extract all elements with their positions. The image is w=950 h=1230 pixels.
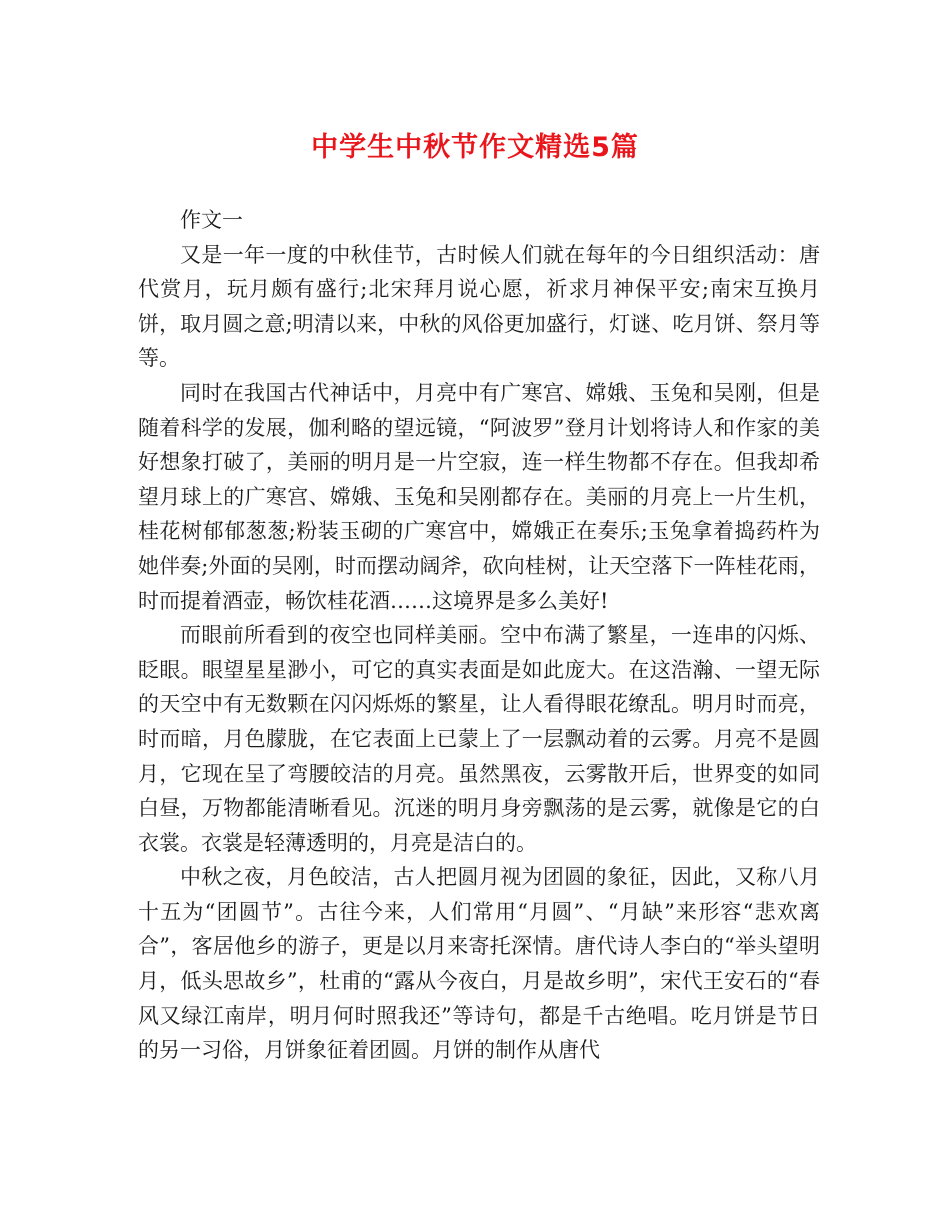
paragraph-3: 而眼前所看到的夜空也同样美丽。空中布满了繁星，一连串的闪烁、眨眼。眼望星星渺小，可它的真实表面是如此庞大。在这浩瀚、一望无际的天空中有无数颗在闪闪烁烁的繁星，让人看得眼花缭乱。明月时而亮，时而暗，月色朦胧，在它表面上已蒙上了一层飘动着的云雾。月亮不是圆月，它现在呈了弯腰皎洁的月亮。虽然黑夜，云雾散开后，世界变的如同白昼，万物都能清晰看见。沉迷的明月身旁飘荡的是云雾，就像是它的白衣裳。衣裳是轻薄透明的，月亮是洁白的。 xyxy=(138,623,820,855)
document-body xyxy=(138,203,820,1068)
section-heading: 作文一 xyxy=(180,208,243,232)
document-title: 中学生中秋节作文精选5篇 xyxy=(311,132,639,163)
paragraph-1: 又是一年一度的中秋佳节，古时候人们就在每年的今日组织活动：唐代赏月，玩月颇有盛行;北宋拜月说心愿，祈求月神保平安;南宋互换月饼，取月圆之意;明清以来，中秋的风俗更加盛行，灯谜、吃月饼、祭月等等。 xyxy=(138,242,820,371)
paragraph-4: 中秋之夜，月色皎洁，古人把圆月视为团圆的象征，因此，又称八月十五为“团圆节”。古往今来，人们常用“月圆”、“月缺”来形容“悲欢离合”，客居他乡的游子，更是以月来寄托深情。唐代诗人李白的“举头望明月，低头思故乡”，杜甫的“露从今夜白，月是故乡明”，宋代王安石的“春风又绿江南岸，明月何时照我还”等诗句，都是千古绝唱。吃月饼是节日的另一习俗，月饼象征着团圆。月饼的制作从唐代 xyxy=(138,865,820,1063)
paragraph-2: 同时在我国古代神话中，月亮中有广寒宫、嫦娥、玉兔和吴刚，但是随着科学的发展，伽利略的望远镜，“阿波罗”登月计划将诗人和作家的美好想象打破了，美丽的明月是一片空寂，连一样生物都不存在。但我却希望月球上的广寒宫、嫦娥、玉兔和吴刚都存在。美丽的月亮上一片生机，桂花树郁郁葱葱;粉装玉砌的广寒宫中，嫦娥正在奏乐;玉兔拿着捣药杵为她伴奏;外面的吴刚，时而摆动阔斧，砍向桂树，让天空落下一阵桂花雨，时而提着酒壶，畅饮桂花酒……这境界是多么美好! xyxy=(138,380,820,613)
